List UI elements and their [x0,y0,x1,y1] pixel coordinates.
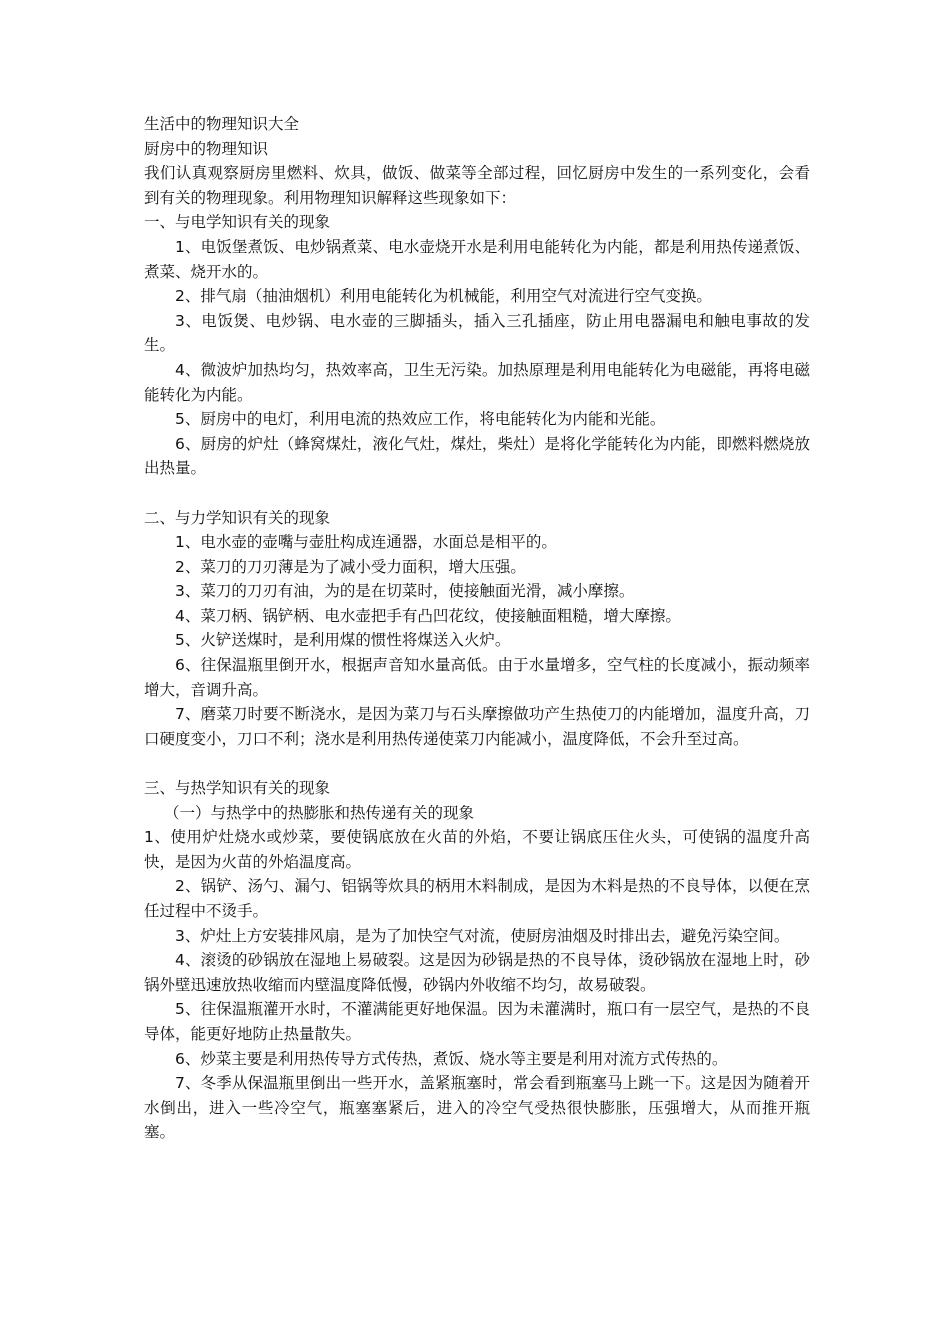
list-item: 7、磨菜刀时要不断浇水，是因为菜刀与石头摩擦做功产生热使刀的内能增加，温度升高，刀口硬度变小，刀口不利；浇水是利用热传递使菜刀内能减小，温度降低，不会升至过高。 [144,705,810,748]
list-item: 5、火铲送煤时，是利用煤的惯性将煤送入火炉。 [175,631,511,650]
list-item: 3、电饭煲、电炒锅、电水壶的三脚插头，插入三孔插座，防止用电器漏电和触电事故的发生。 [144,311,810,355]
list-item: 6、厨房的炉灶（蜂窝煤灶，液化气灶，煤灶，柴灶）是将化学能转化为内能，即燃料燃烧放出热量。 [144,434,810,478]
section-spacer [144,751,810,776]
subsection-heading: （一）与热学中的热膨胀和热传递有关的现象 [164,803,475,822]
list-item: 1、电水壶的壶嘴与壶肚构成连通器，水面总是相平的。 [175,533,557,552]
section-heading-mechanics: 二、与力学知识有关的现象 [144,508,331,527]
list-item: 3、菜刀的刀刃有油，为的是在切菜时，使接触面光滑，减小摩擦。 [175,582,635,601]
list-item: 1、使用炉灶烧水或炒菜，要使锅底放在火苗的外焰，不要让锅底压住火头，可使锅的温度升高快，是因为火苗的外焰温度高。 [144,828,810,871]
section-heading-thermal: 三、与热学知识有关的现象 [144,779,331,798]
document-title: 生活中的物理知识大全 [144,115,300,133]
list-item: 5、厨房中的电灯，利用电流的热效应工作，将电能转化为内能和光能。 [175,410,666,429]
list-item: 6、炒菜主要是利用热传导方式传热，煮饭、烧水等主要是利用对流方式传热的。 [175,1049,728,1068]
section-spacer [144,481,810,506]
list-item: 4、微波炉加热均匀，热效率高，卫生无污染。加热原理是利用电能转化为电磁能，再将电磁能转化为内能。 [144,360,810,404]
list-item: 4、滚烫的砂锅放在湿地上易破裂。这是因为砂锅是热的不良导体，烫砂锅放在湿地上时，砂锅外壁迅速放热收缩而内壁温度降低慢，砂锅内外收缩不均匀，故易破裂。 [144,951,810,994]
list-item: 4、菜刀柄、锅铲柄、电水壶把手有凸凹花纹，使接触面粗糙，增大摩擦。 [175,606,681,625]
list-item: 2、排气扇（抽油烟机）利用电能转化为机械能，利用空气对流进行空气变换。 [175,287,712,306]
list-item: 2、锅铲、汤勺、漏勺、铝锅等炊具的柄用木料制成，是因为木料是热的不良导体，以便在烹任过程中不烫手。 [144,877,810,920]
list-item: 2、菜刀的刀刃薄是为了减小受力面积，增大压强。 [175,557,526,576]
list-item: 7、冬季从保温瓶里倒出一些开水，盖紧瓶塞时，常会看到瓶塞马上跳一下。这是因为随着开水倒出，进入一些冷空气，瓶塞塞紧后，进入的冷空气受热很快膨胀，压强增大，从而推开瓶塞。 [144,1074,810,1142]
list-item: 3、炉灶上方安装排风扇，是为了加快空气对流，使厨房油烟及时排出去，避免污染空间。 [175,926,790,945]
document-page [144,112,810,1145]
list-item: 5、往保温瓶灌开水时，不灌满能更好地保温。因为未灌满时，瓶口有一层空气，是热的不良导体，能更好地防止热量散失。 [144,1000,810,1043]
list-item: 6、往保温瓶里倒开水，根据声音知水量高低。由于水量增多，空气柱的长度减小，振动频率增大，音调升高。 [144,656,810,699]
list-item: 1、电饭堡煮饭、电炒锅煮菜、电水壶烧开水是利用电能转化为内能，都是利用热传递煮饭、煮菜、烧开水的。 [144,237,810,281]
intro-paragraph: 我们认真观察厨房里燃料、炊具，做饭、做菜等全部过程，回忆厨房中发生的一系列变化，会看到有关的物理现象。利用物理知识解释这些现象如下： [144,164,810,207]
section-heading-electricity: 一、与电学知识有关的现象 [144,213,331,232]
document-subtitle: 厨房中的物理知识 [144,139,269,158]
